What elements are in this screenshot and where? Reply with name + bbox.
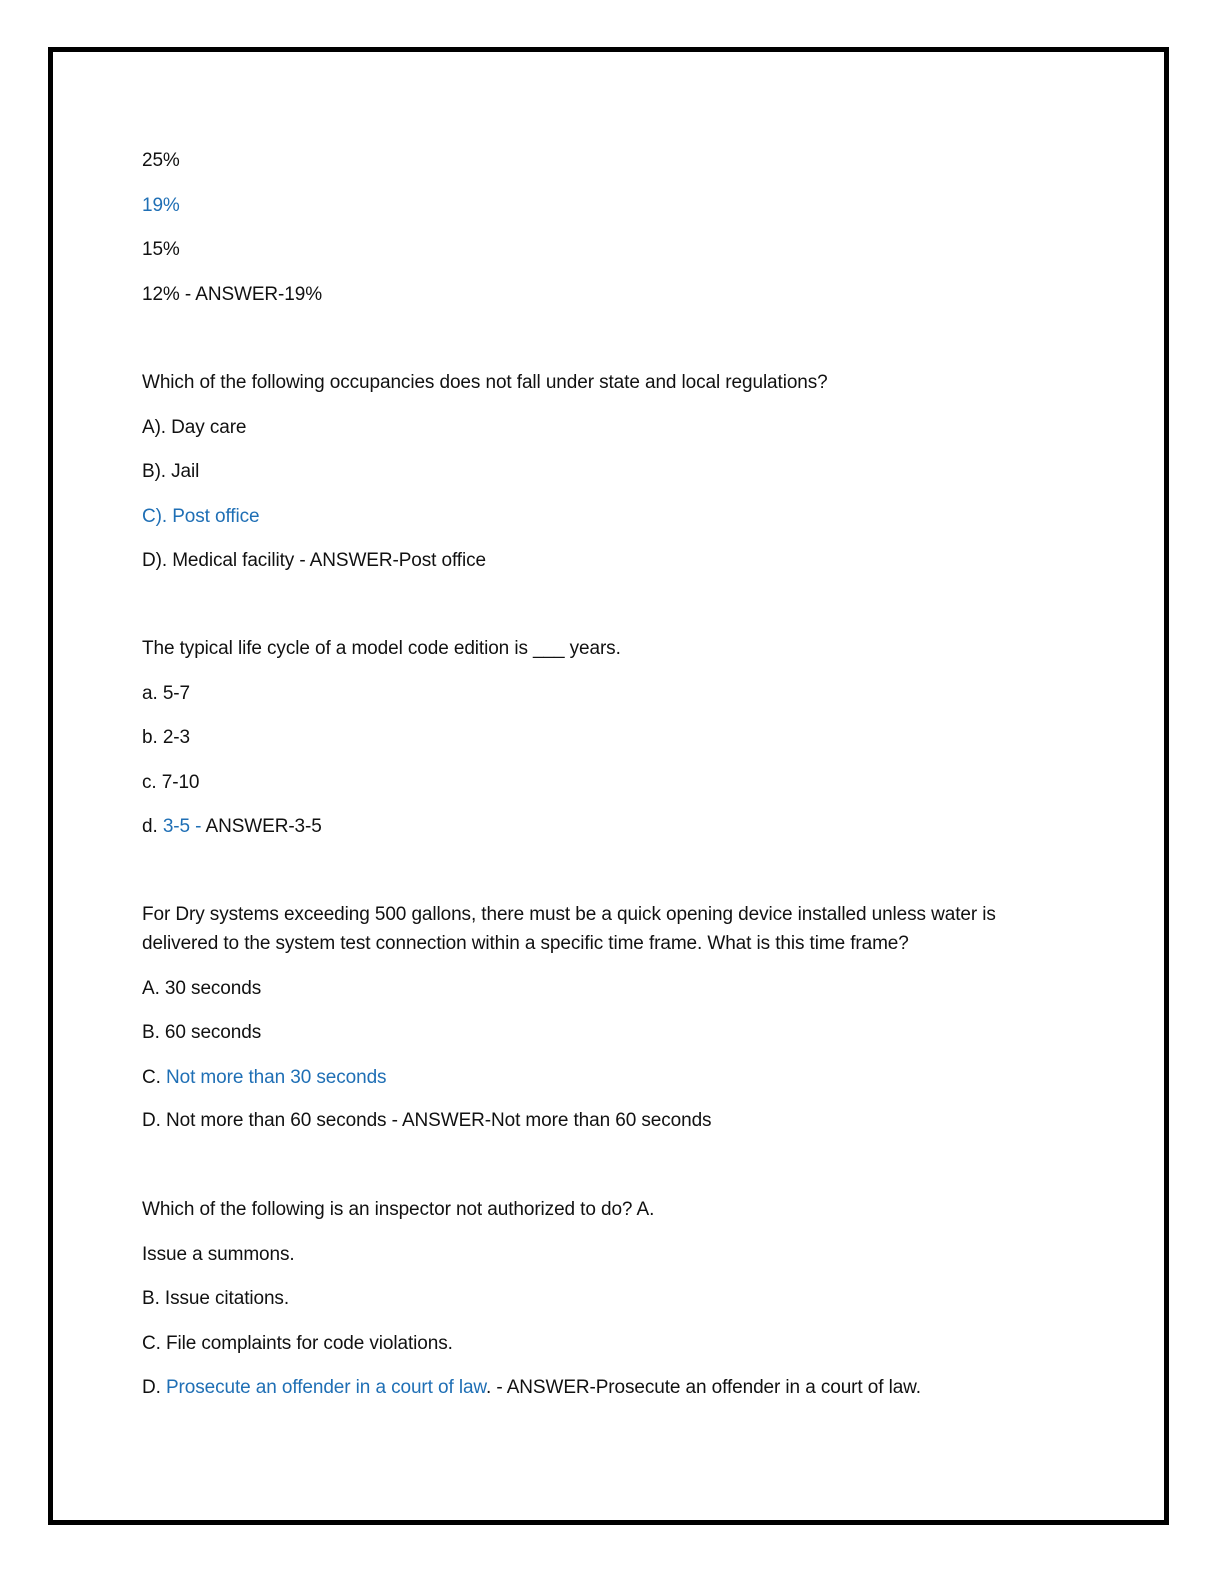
q4-option-d-answer: D. Not more than 60 seconds - ANSWER-Not more than 60 seconds	[142, 1110, 712, 1131]
q4-option-a: A. 30 seconds	[142, 978, 262, 999]
q3-option-c: c. 7-10	[142, 772, 200, 793]
q3-option-d-prefix: d.	[142, 816, 163, 837]
q3-option-d-answer	[142, 812, 322, 841]
q5-option-d-prefix: D.	[142, 1377, 166, 1398]
q1-option-b-highlighted: 19%	[142, 195, 180, 216]
q1-option-d-answer: 12% - ANSWER-19%	[142, 284, 323, 305]
q1-option-c: 15%	[142, 239, 180, 260]
q5-option-a: Issue a summons.	[142, 1244, 295, 1265]
q4-option-b: B. 60 seconds	[142, 1022, 262, 1043]
q4-option-c-prefix: C.	[142, 1067, 166, 1088]
q3-option-d-highlight: 3-5 -	[162, 816, 202, 837]
q2-option-c-highlighted: C). Post office	[142, 506, 260, 527]
q5-question: Which of the following is an inspector not authorized to do? A.	[142, 1199, 655, 1220]
q2-option-b: B). Jail	[142, 461, 200, 482]
q5-option-b: B. Issue citations.	[142, 1288, 290, 1309]
q3-option-a: a. 5-7	[142, 683, 190, 704]
q4-option-c-highlight: Not more than 30 seconds	[165, 1067, 387, 1088]
q5-option-d-answer	[142, 1373, 921, 1402]
q5-option-d-suffix: . - ANSWER-Prosecute an offender in a court of law.	[486, 1377, 921, 1398]
q2-option-a: A). Day care	[142, 417, 247, 438]
q3-option-b: b. 2-3	[142, 727, 190, 748]
q2-option-d-answer: D). Medical facility - ANSWER-Post office	[142, 550, 486, 571]
q2-question: Which of the following occupancies does not fall under state and local regulations?	[142, 372, 828, 393]
q5-option-d-highlight: Prosecute an offender in a court of law	[165, 1377, 486, 1398]
q1-option-a: 25%	[142, 150, 180, 171]
q3-option-d-suffix: ANSWER-3-5	[201, 816, 322, 837]
q3-question: The typical life cycle of a model code edition is ___ years.	[142, 638, 621, 659]
q4-question: For Dry systems exceeding 500 gallons, there must be a quick opening device installed unless water is delivered to the system test connection within a specific time frame. What is this time frame?	[142, 904, 996, 954]
q4-option-c-highlighted	[142, 1063, 386, 1092]
q5-option-c: C. File complaints for code violations.	[142, 1333, 453, 1354]
